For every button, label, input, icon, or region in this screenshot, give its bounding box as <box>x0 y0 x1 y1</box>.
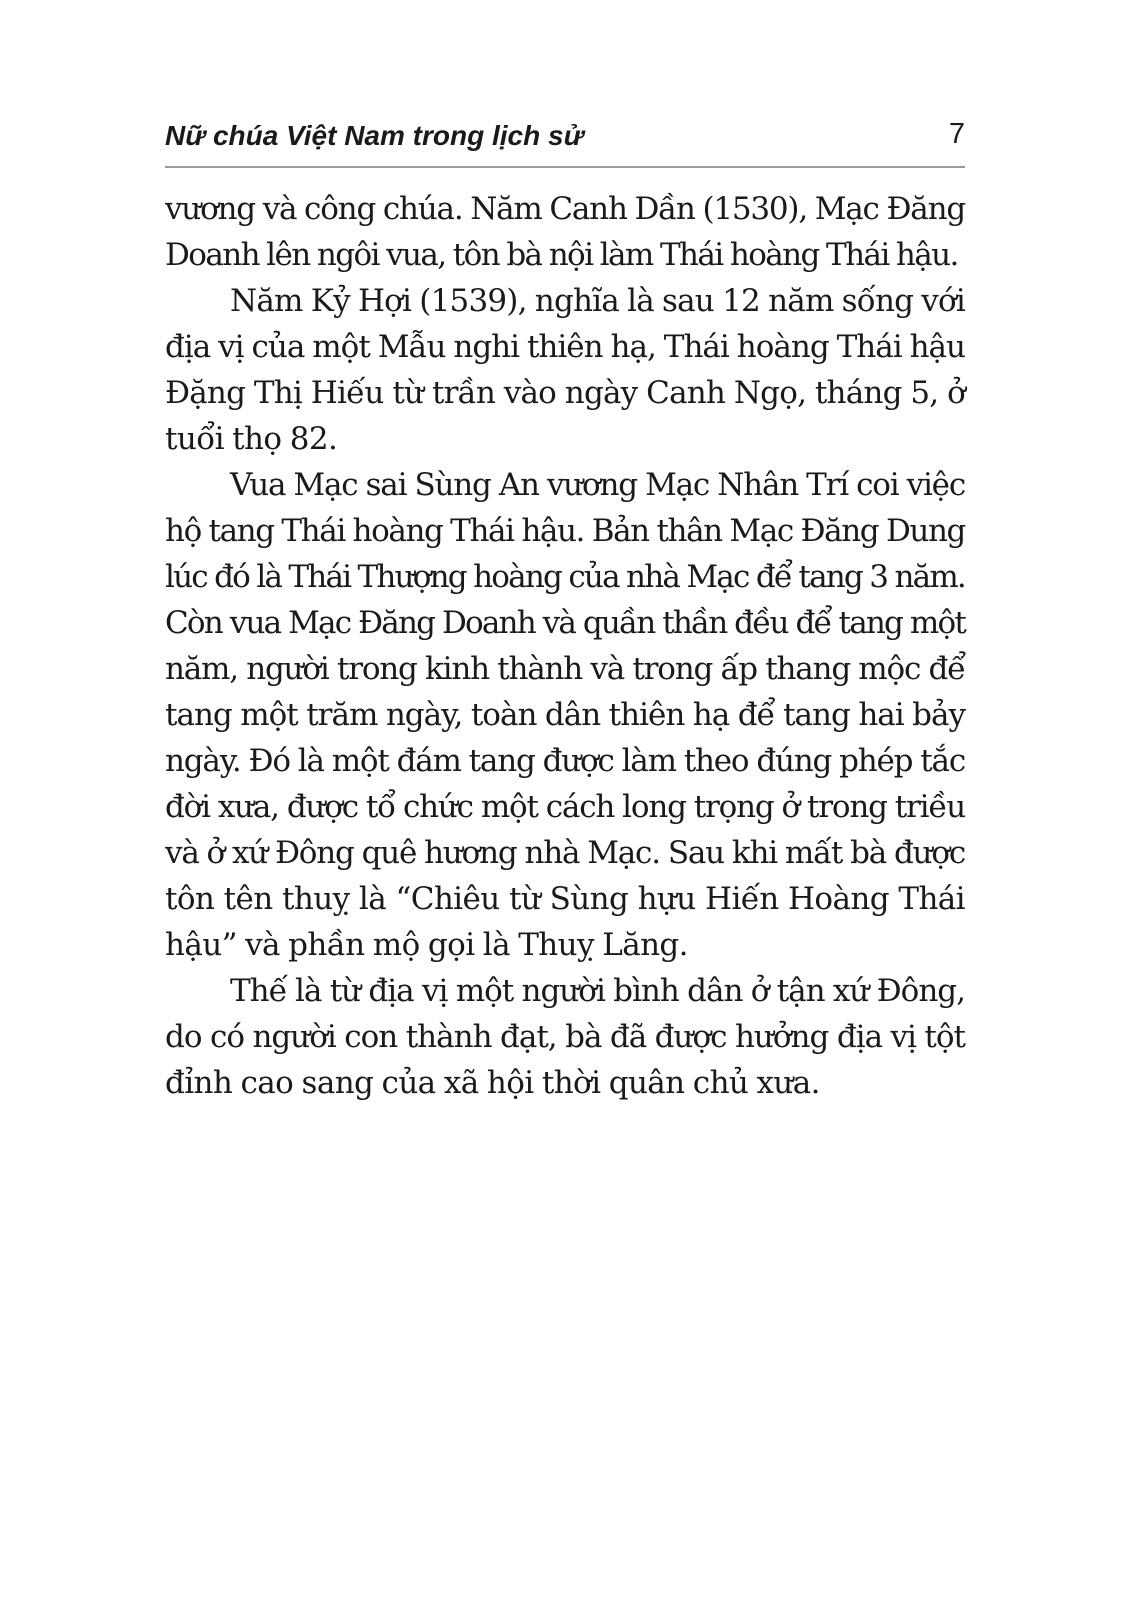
text-line: địa vị của một Mẫu nghi thiên hạ, Thái hoàng Thái hậu <box>165 329 965 365</box>
text-line: hộ tang Thái hoàng Thái hậu. Bản thân Mạc Đăng Dung <box>165 513 965 549</box>
text-line: lúc đó là Thái Thượng hoàng của nhà Mạc để tang 3 năm. <box>165 559 965 595</box>
text-line: vương và công chúa. Năm Canh Dần (1530), Mạc Đăng <box>165 191 965 227</box>
paragraph-2 <box>165 278 965 462</box>
text-line: đời xưa, được tổ chức một cách long trọng ở trong triều <box>165 789 965 825</box>
text-line: Vua Mạc sai Sùng An vương Mạc Nhân Trí coi việc <box>230 467 965 503</box>
paragraph-4 <box>165 968 965 1106</box>
paragraph-1 <box>165 186 965 278</box>
text-line: Thế là từ địa vị một người bình dân ở tận xứ Đông, <box>230 973 965 1009</box>
text-line: năm, người trong kinh thành và trong ấp thang mộc để <box>165 651 965 687</box>
text-line: Còn vua Mạc Đăng Doanh và quần thần đều để tang một <box>165 605 965 641</box>
header-title: Nữ chúa Việt Nam trong lịch sử <box>165 120 584 151</box>
text-line: ngày. Đó là một đám tang được làm theo đúng phép tắc <box>165 743 965 779</box>
text-line: Đặng Thị Hiếu từ trần vào ngày Canh Ngọ, tháng 5, ở <box>165 375 965 411</box>
text-line: và ở xứ Đông quê hương nhà Mạc. Sau khi mất bà được <box>165 835 965 871</box>
text-line: Năm Kỷ Hợi (1539), nghĩa là sau 12 năm sống với <box>230 283 965 319</box>
text-line: Doanh lên ngôi vua, tôn bà nội làm Thái hoàng Thái hậu. <box>165 237 958 273</box>
text-line: tang một trăm ngày, toàn dân thiên hạ để tang hai bảy <box>165 697 965 733</box>
text-line: hậu” và phần mộ gọi là Thuỵ Lăng. <box>165 927 688 963</box>
paragraph-3 <box>165 462 965 968</box>
running-header <box>165 118 965 168</box>
page-number: 7 <box>948 118 965 150</box>
text-line: đỉnh cao sang của xã hội thời quân chủ xưa. <box>165 1065 820 1101</box>
text-line: tôn tên thuỵ là “Chiêu từ Sùng hựu Hiến Hoàng Thái <box>165 881 965 917</box>
text-line: tuổi thọ 82. <box>165 421 338 457</box>
text-line: do có người con thành đạt, bà đã được hưởng địa vị tột <box>165 1019 965 1055</box>
body-text <box>165 186 965 1106</box>
